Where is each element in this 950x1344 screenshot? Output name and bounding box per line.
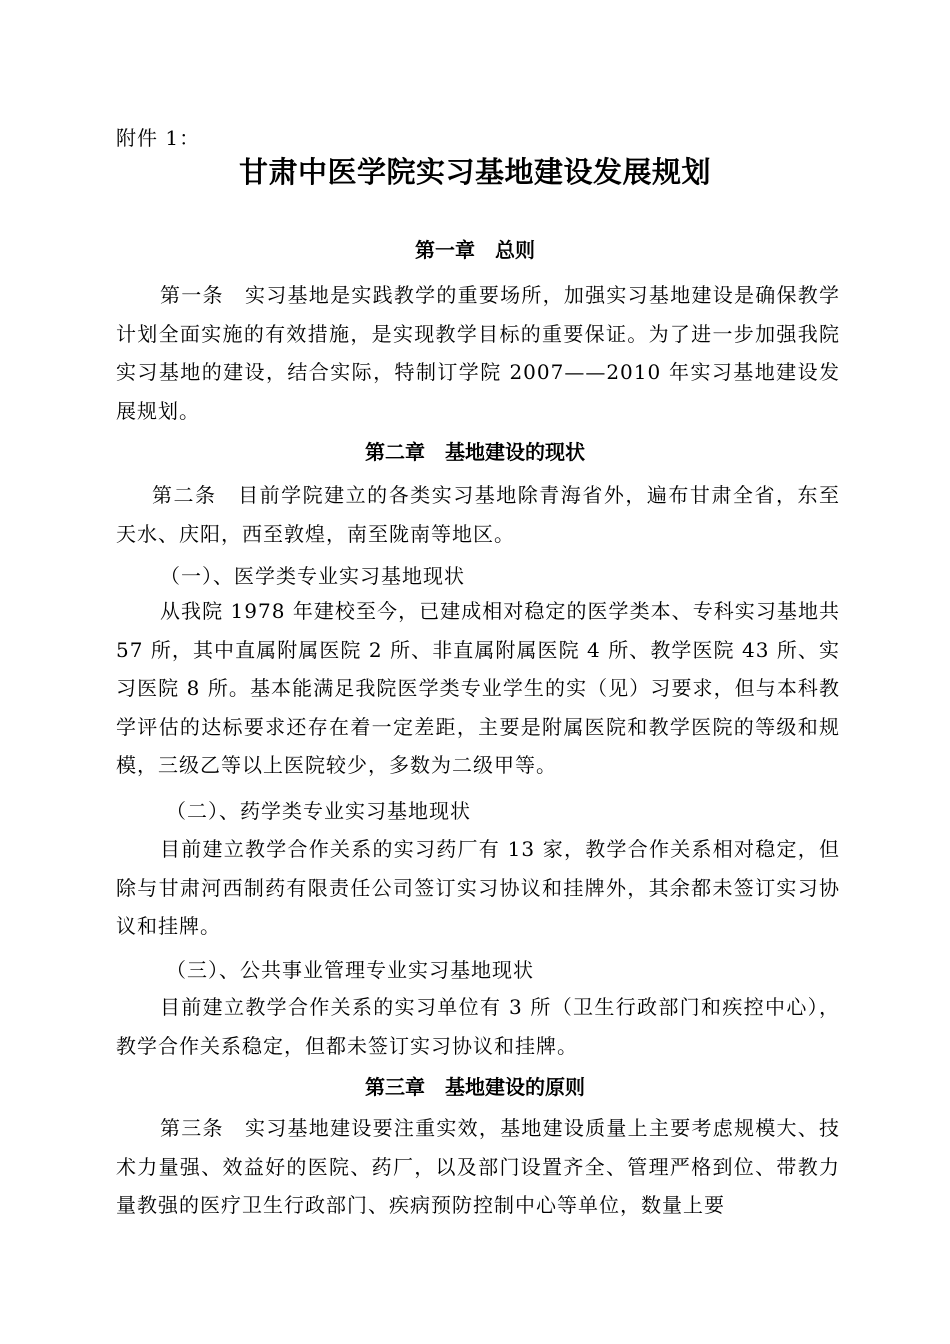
section-3-paragraph: 目前建立教学合作关系的实习单位有 3 所（卫生行政部门和疾控中心），教学合作关系稳定，但都未签订实习协议和挂牌。: [116, 995, 840, 1058]
article-1-paragraph: 第一条 实习基地是实践教学的重要场所，加强实习基地建设是确保教学计划全面实施的有效措施，是实现教学目标的重要保证。为了进一步加强我院实习基地的建设，结合实际，特制订学院 2007——2010 年实习基地建设发展规划。: [116, 283, 840, 423]
chapter-2-heading: 第二章 基地建设的现状: [365, 440, 585, 464]
section-1-paragraph: 从我院 1978 年建校至今，已建成相对稳定的医学类本、专科实习基地共 57 所，其中直属附属医院 2 所、非直属附属医院 4 所、教学医院 43 所、实习医院 8 所。基本能满足我院医学类专业学生的实（见）习要求，但与本科教学评估的达标要求还存在着一定差距，主要是附属医院和教学医院的等级和规模，三级乙等以上医院较少，多数为二级甲等。: [116, 599, 840, 777]
article-3-paragraph: 第三条 实习基地建设要注重实效，基地建设质量上主要考虑规模大、技术力量强、效益好的医院、药厂，以及部门设置齐全、管理严格到位、带教力量教强的医疗卫生行政部门、疾病预防控制中心等单位，数量上要: [116, 1116, 840, 1217]
attachment-label: 附件 1：: [116, 126, 201, 150]
chapter-1-heading: 第一章 总则: [415, 238, 535, 262]
chapter-3-heading: 第三章 基地建设的原则: [365, 1075, 585, 1099]
document-title: 甘肃中医学院实习基地建设发展规划: [238, 155, 711, 189]
section-2-heading: （二）、药学类专业实习基地现状: [166, 799, 471, 823]
section-3-heading: （三）、公共事业管理专业实习基地现状: [166, 958, 534, 982]
article-2-paragraph: 第二条 目前学院建立的各类实习基地除青海省外，遍布甘肃全省，东至天水、庆阳，西至敦煌，南至陇南等地区。: [116, 483, 840, 546]
section-2-paragraph: 目前建立教学合作关系的实习药厂有 13 家，教学合作关系相对稳定，但除与甘肃河西制药有限责任公司签订实习协议和挂牌外，其余都未签订实习协议和挂牌。: [116, 837, 840, 938]
section-1-heading: （一）、医学类专业实习基地现状: [160, 564, 465, 588]
